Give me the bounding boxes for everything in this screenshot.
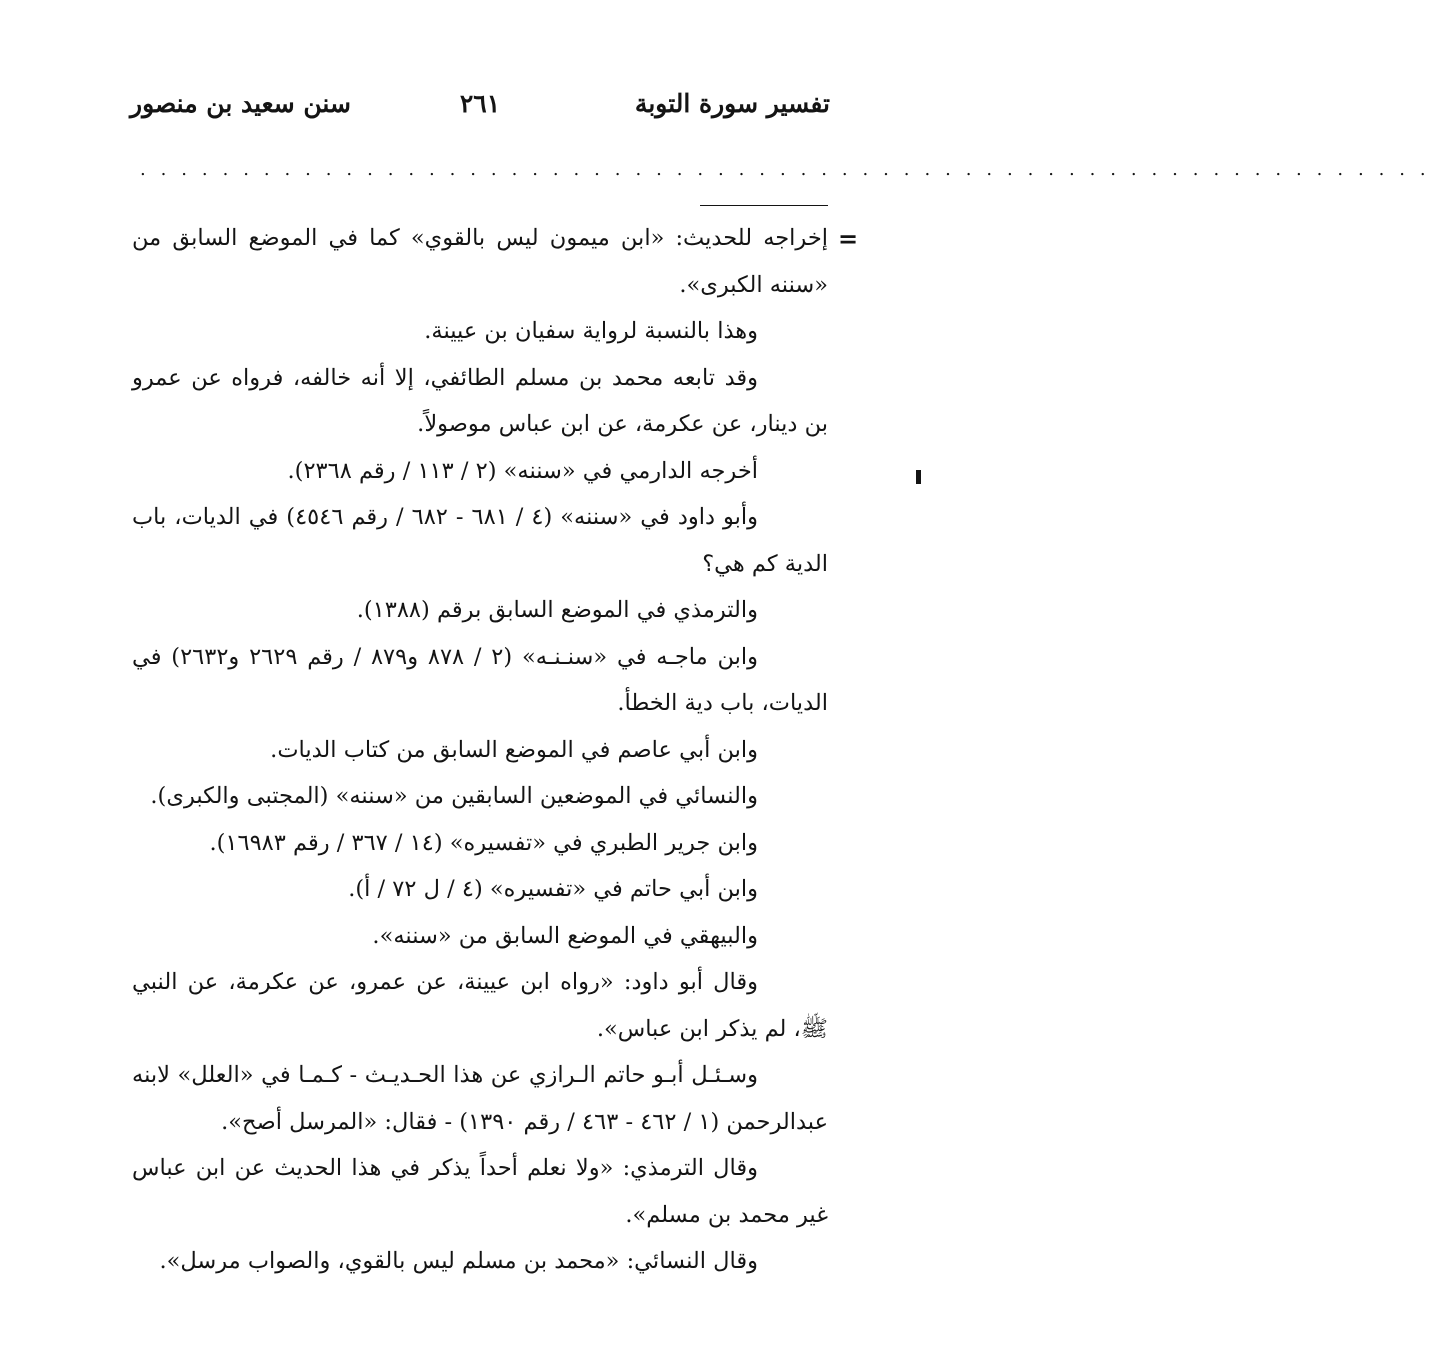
footnote-paragraph: والبيهقي في الموضع السابق من «سننه». [372, 922, 758, 949]
footnote-paragraph: أخرجه الدارمي في «سننه» (٢ / ١١٣ / رقم ٢٣٦٨). [287, 457, 758, 484]
footnote-paragraph: وأبو داود في «سننه» (٤ / ٦٨١ - ٦٨٢ / رقم ٤٥٤٦) في الديات، باب الدية كم هي؟ [132, 504, 828, 577]
footnote-paragraph: وابن أبي حاتم في «تفسيره» (٤ / ل ٧٢ / أ). [348, 876, 758, 902]
footnote-body [132, 215, 828, 1285]
footnote-paragraph: وقال أبو داود: «رواه ابن عيينة، عن عمرو، عن عكرمة، عن النبي ﷺ، لم يذكر ابن عباس». [132, 969, 828, 1042]
footnote-paragraph: وابن أبي عاصم في الموضع السابق من كتاب الديات. [270, 736, 758, 763]
footnote-paragraph: وقال النسائي: «محمد بن مسلم ليس بالقوي، والصواب مرسل». [159, 1248, 758, 1274]
footnote-paragraph: وهذا بالنسبة لرواية سفيان بن عيينة. [424, 318, 758, 344]
footnote-paragraph: وقد تابعه محمد بن مسلم الطائفي، إلا أنه خالفه، فرواه عن عمرو بن دينار، عن عكرمة، عن ابن عباس موصولاً. [132, 364, 828, 437]
footnote-paragraph: والنسائي في الموضعين السابقين من «سننه» (المجتبى والكبرى). [150, 783, 758, 809]
page-number: ٢٦١ [459, 89, 501, 118]
scan-edge-mark [916, 470, 921, 484]
footnote-rule [700, 205, 828, 206]
book-title: سنن سعيد بن منصور [130, 89, 351, 118]
dotted-separator: . . . . . . . . . . . . . . . . . . . . . . . . . . . . . . . . . . . . . . . . . . . . . . . . . . . . . . . . . . . . . . . [140, 159, 1430, 180]
footnote-paragraph: وقال الترمذي: «ولا نعلم أحداً يذكر في هذا الحديث عن ابن عباس غير محمد بن مسلم». [132, 1155, 828, 1228]
footnote-paragraph: وابن ماجـه في «سنـنـه» (٢ / ٨٧٨ و٨٧٩ / رقم ٢٦٢٩ و٢٦٣٢) في الديات، باب دية الخطأ. [132, 643, 828, 716]
chapter-title: تفسير سورة التوبة [634, 89, 830, 118]
running-header [130, 84, 830, 128]
footnote-continuation-mark: = [838, 224, 859, 253]
footnote-paragraph: وابن جرير الطبري في «تفسيره» (١٤ / ٣٦٧ / رقم ١٦٩٨٣). [209, 829, 758, 856]
footnote-paragraph: والترمذي في الموضع السابق برقم (١٣٨٨). [356, 597, 758, 623]
footnote-paragraph: إخراجه للحديث: «ابن ميمون ليس بالقوي» كما في الموضع السابق من «سننه الكبرى». [132, 225, 828, 298]
footnote-paragraph: وسـئـل أبـو حاتم الـرازي عن هذا الحـديـث - كـمـا في «العلل» لابنه عبدالرحمن (١ / ٤٦٢ - ٤٦٣ / رقم ١٣٩٠) - فقال: «المرسل أصح». [132, 1062, 828, 1135]
